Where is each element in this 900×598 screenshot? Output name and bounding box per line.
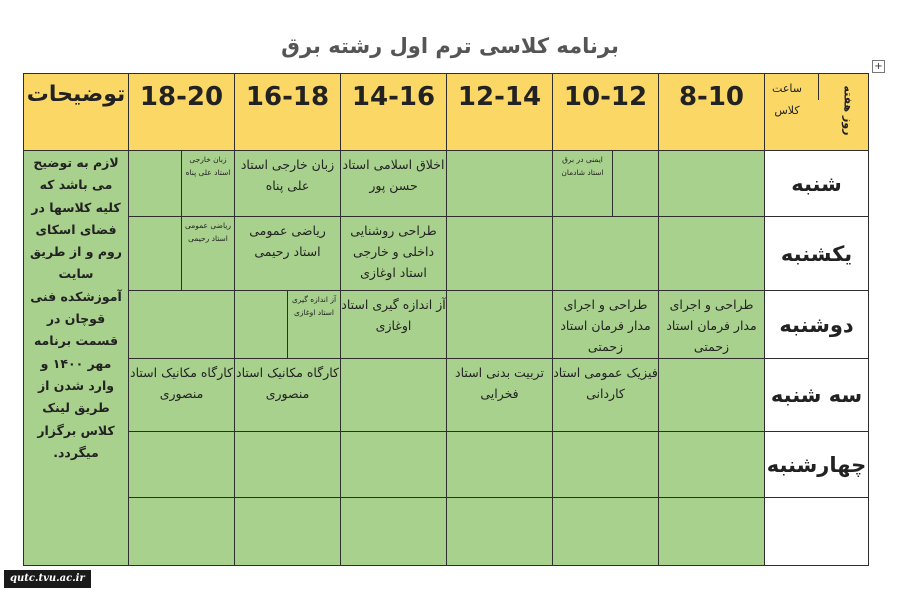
slot-header-12-14	[446, 73, 553, 151]
day-label-saturday: شنبه	[764, 150, 869, 217]
class-cell-empty	[552, 497, 659, 566]
class-cell-empty	[340, 358, 447, 432]
class-cell-empty	[128, 216, 182, 291]
source-watermark: qutc.tvu.ac.ir	[4, 570, 91, 588]
class-cell-empty	[340, 497, 447, 566]
day-label-sunday: یکشنبه	[764, 216, 869, 291]
slot-header-8-10	[658, 73, 765, 151]
description-header-label: توضیحات	[26, 82, 126, 107]
class-cell-measurement-lab-2: آز اندازه گیری استاد اوغازی	[287, 290, 341, 359]
class-cell-empty	[612, 150, 659, 217]
slot-label: 12-14	[457, 82, 542, 112]
slot-header-16-18	[234, 73, 341, 151]
slot-label: 14-16	[351, 82, 436, 112]
class-cell-general-math: ریاضی عمومی استاد رحیمی	[234, 216, 341, 291]
class-cell-empty	[128, 497, 235, 566]
corner-time-label: ساعت کلاس	[772, 82, 802, 117]
page-title: برنامه کلاسی ترم اول رشته برق	[281, 34, 619, 58]
class-cell-empty	[552, 216, 659, 291]
corner-day-label: روز هفته	[841, 85, 855, 136]
class-cell-empty	[446, 290, 553, 359]
class-cell-general-physics: فیزیک عمومی استاد کاردانی	[552, 358, 659, 432]
class-cell-lighting-design: طراحی روشنایی داخلی و خارجی استاد اوغازی	[340, 216, 447, 291]
class-cell-physical-education: تربیت بدنی استاد فخرایی	[446, 358, 553, 432]
class-cell-empty	[658, 431, 765, 498]
class-cell-measurement-lab: آز اندازه گیری استاد اوغازی	[340, 290, 447, 359]
class-cell-empty	[234, 497, 341, 566]
class-cell-empty	[234, 290, 288, 359]
class-cell-empty	[658, 216, 765, 291]
class-cell-empty	[234, 431, 341, 498]
class-cell-empty	[446, 150, 553, 217]
class-cell-empty	[446, 497, 553, 566]
corner-header-cell	[764, 73, 869, 151]
day-label-tuesday: سه شنبه	[764, 358, 869, 432]
class-cell-foreign-language-2: زبان خارجی استاد علی پناه	[181, 150, 235, 217]
class-cell-islamic-ethics: اخلاق اسلامی استاد حسن پور	[340, 150, 447, 217]
class-cell-empty	[658, 150, 765, 217]
slot-label: 8-10	[678, 82, 745, 112]
day-label-monday: دوشنبه	[764, 290, 869, 359]
class-cell-empty	[552, 431, 659, 498]
class-cell-control-circuit: طراحی و اجرای مدار فرمان استاد زحمتی	[658, 290, 765, 359]
class-cell-empty	[658, 497, 765, 566]
day-label-empty	[764, 497, 869, 566]
class-cell-empty	[128, 150, 182, 217]
class-cell-control-circuit-2: طراحی و اجرای مدار فرمان استاد زحمتی	[552, 290, 659, 359]
class-cell-general-math-2: ریاضی عمومی استاد رحیمی	[181, 216, 235, 291]
class-cell-mechanics-workshop: کارگاه مکانیک استاد منصوری	[234, 358, 341, 432]
description-text: لازم به توضیح می باشد که کلیه کلاسها در فضای اسکای روم و از طریق سایت آموزشکده فنی قوچان در قسمت برنامه مهر ۱۴۰۰ و وارد شدن از طریق لینک کلاس برگزار میگردد.	[30, 155, 122, 460]
slot-header-18-20	[128, 73, 235, 151]
corner-divider	[818, 74, 819, 100]
slot-label: 16-18	[245, 82, 330, 112]
class-cell-empty	[446, 431, 553, 498]
table-move-handle-icon[interactable]: +	[872, 60, 885, 73]
slot-header-14-16	[340, 73, 447, 151]
slot-header-10-12	[552, 73, 659, 151]
description-header	[23, 73, 129, 151]
class-cell-empty	[340, 431, 447, 498]
slot-label: 18-20	[139, 82, 224, 112]
class-cell-empty	[128, 431, 235, 498]
day-label-wednesday: چهارشنبه	[764, 431, 869, 498]
slot-label: 10-12	[563, 82, 648, 112]
class-cell-safety: ایمنی در برق استاد شادمان	[552, 150, 613, 217]
description-cell	[23, 150, 129, 566]
class-cell-empty	[446, 216, 553, 291]
class-cell-mechanics-workshop-2: کارگاه مکانیک استاد منصوری	[128, 358, 235, 432]
class-cell-empty	[658, 358, 765, 432]
class-cell-empty	[128, 290, 235, 359]
class-cell-foreign-language: زبان خارجی استاد علی پناه	[234, 150, 341, 217]
